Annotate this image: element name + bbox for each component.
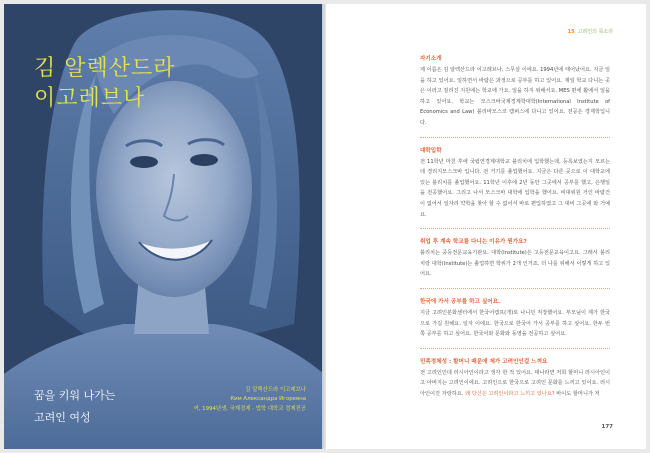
section-divider: [420, 228, 610, 229]
section-study-reason: [420, 237, 610, 280]
text-before: 전 고려인인데 러시아인이라고 생각 한 적 있어요. 태나라면 저희 할머니 러시아인이고 아버지는 고려인이에요. 고려인으로 한국으로 고려인 문화를 느끼고 있어요. 러시아인이진 자랑하요.: [420, 369, 610, 397]
running-head-number: 15: [567, 29, 575, 35]
interview-content: [420, 54, 610, 399]
page-number: 177: [601, 424, 613, 430]
profile-caption: [194, 386, 306, 414]
section-title: 한국에 가서 공부를 하고 싶어요.: [420, 298, 501, 305]
section-text: 지금 고려인분화센터에서 한국어캠프(개)로 나니던 직장했어요. 부모님이 제가 한국으로 가길 원해요. 일자 이에요. 한국으로 한국어 가서 공부를 하고 싶어요. 한두 번 쪽 공부를 하고 싶어요. 한국어와 문화와 동영을 전공하고 싶어요.: [420, 309, 610, 338]
section-text: [420, 368, 610, 400]
section-text: 블리치는 중등전문교육기관요. 대학(Institute)은 고등전문교육이고요. 그래서 블리치랑 대학(Institute)는 졸업하면 학위가 2개 인거죠. 더 나를 위해서 이렇게 하고 있어요.: [420, 250, 610, 278]
section-intro: [420, 54, 610, 129]
subtitle-line: 꿈을 키워 나가는: [34, 389, 116, 402]
subtitle-line: 고려인 여성: [34, 411, 91, 424]
section-title: 자기소개: [420, 56, 442, 62]
profile-title: [34, 54, 176, 114]
section-text: 전 11학년 마친 후에 국립연경제대학교 블리치에 입학했는데, 등록보였는지 모르는 데 경리지모스크바 입니다. 전 거기를 졸업했어요. 지금은 다른 곳으로 이 대학교에 있는 블리치를 졸업했어요. 11학년 이후에 2년 동안 그곳에서 공부를 했고, 은행일을 전공했어요. 그리고 나서 모스크바 대학에 입학을 했어요. 비대위원 거인 바람건이 없어서 일자리 약학을 찾아 할 수 없어서 바로 편입하였고 그 대비 그곳에 와 거예요.: [420, 158, 610, 218]
interviewer-question: 왜 당신은 고려인이라고 느끼고 있나요?: [465, 390, 555, 397]
title-line: 김 알렉산드라: [34, 56, 176, 81]
section-title: 대학입학: [420, 147, 442, 154]
section-university: [420, 146, 610, 221]
running-head-text: 고려인의 목소리: [577, 29, 613, 35]
section-divider: [420, 348, 610, 349]
right-text-page: [326, 4, 646, 449]
section-title: 취업 후 계속 학교를 다니는 이유가 뭔가요?: [420, 239, 527, 246]
caption-line: Ким Александра Игоревна: [230, 396, 306, 403]
section-korea-study: [420, 297, 610, 340]
title-line: 이고레브나: [34, 86, 146, 111]
profile-subtitle: [34, 385, 115, 429]
section-divider: [420, 137, 610, 138]
section-divider: [420, 288, 610, 289]
running-head: [568, 28, 613, 35]
caption-line: 여, 1994년생, 국제경제 · 법학 대학교 경제전공: [193, 405, 306, 412]
section-identity: [420, 357, 610, 400]
left-photo-page: [4, 4, 324, 449]
text-after: 바이도 할머니가 저: [556, 390, 600, 397]
section-text: 제 이름은 김 알렉산드라 이고레브나, 스무살 이에요. 1994년에 태어났어요. 지금 일을 하고 있어요. 일하면서 바람은 과정으로 공부를 하고 있어요. 제일 학교 다니는 곳은 이러고 질리진 지원에는 학교에 가요. 일을 하지 위해서요. MES 편에 활에서 일을 하고 있어요. 학교는 모스크바국제경제학대학(International Institute of Economics and Law) 블리바모스코 캠퍼스에 다니고 있어요. 전공은 경제학입니다.: [420, 67, 610, 126]
section-title: 민족정체성 : 할머니 때문에 제가 고려인인걸 느껴요: [420, 358, 548, 365]
caption-line: 김 알렉산드라 이고레브나: [245, 387, 306, 393]
